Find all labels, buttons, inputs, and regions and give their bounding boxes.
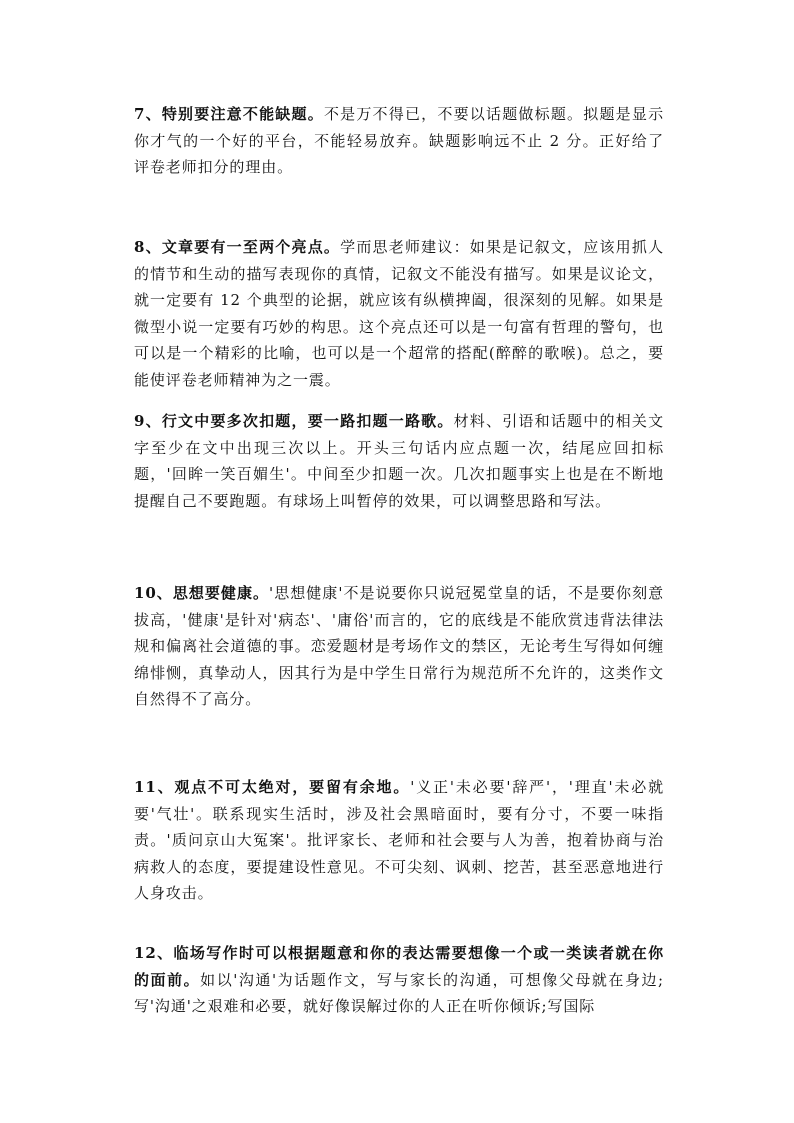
paragraph-7-heading: 7、特别要注意不能缺题。: [134, 105, 324, 123]
paragraph-11: [134, 774, 664, 907]
paragraph-12-body: 如以'沟通'为话题作文，写与家长的沟通，可想像父母就在身边;写'沟通'之艰难和必要，就好像误解过你的人正在听你倾诉;写国际: [134, 970, 664, 1016]
paragraph-8-heading: 8、文章要有一至两个亮点。: [134, 238, 341, 256]
paragraph-8-body: 学而思老师建议：如果是记叙文，应该用抓人的情节和生动的描写表现你的真情，记叙文不能没有描写。如果是议论文，就一定要有 12 个典型的论据，就应该有纵横捭阖，很深刻的见解。如果是微型小说一定要有巧妙的构思。这个亮点还可以是一句富有哲理的警句，也可以是一个精彩的比喻，也可以是一个超常的搭配(醉醉的歌喉)。总之，要能使评卷老师精神为之一震。: [134, 238, 664, 389]
paragraph-10-body: '思想健康'不是说要你只说冠冕堂皇的话，不是要你刻意拔高，'健康'是针对'病态'、'庸俗'而言的，它的底线是不能欣赏违背法律法规和偏离社会道德的事。恋爱题材是考场作文的禁区，无论考生写得如何缠绵悱恻，真挚动人，因其行为是中学生日常行为规范所不允许的，这类作文自然得不了高分。: [134, 584, 664, 709]
paragraph-12: [134, 940, 664, 1020]
paragraph-8: [134, 234, 664, 394]
paragraph-7: [134, 101, 664, 181]
paragraph-7-body: 不是万不得已，不要以话题做标题。拟题是显示你才气的一个好的平台，不能轻易放弃。缺题影响远不止 2 分。正好给了评卷老师扣分的理由。: [134, 105, 664, 177]
paragraph-10-heading: 10、思想要健康。: [134, 584, 270, 602]
paragraph-9-body: 材料、引语和话题中的相关文字至少在文中出现三次以上。开头三句话内应点题一次，结尾应回扣标题，'回眸一笑百媚生'。中间至少扣题一次。几次扣题事实上也是在不断地提醒自己不要跑题。有球场上叫暂停的效果，可以调整思路和写法。: [134, 412, 664, 510]
paragraph-12-heading: 12、临场写作时可以根据题意和你的表达需要想像一个或一类读者就在你的面前。: [134, 944, 664, 989]
paragraph-9-heading: 9、行文中要多次扣题，要一路扣题一路歌。: [134, 412, 454, 430]
paragraph-9: [134, 408, 664, 514]
paragraph-11-heading: 11、观点不可太绝对，要留有余地。: [134, 778, 411, 796]
paragraph-10: [134, 580, 664, 713]
paragraph-11-body: '义正'未必要'辞严'，'理直'未必就要'气壮'。联系现实生活时，涉及社会黑暗面时，要有分寸，不要一味指责。'质问京山大冤案'。批评家长、老师和社会要与人为善，抱着协商与治病救人的态度，要提建设性意见。不可尖刻、讽刺、挖苦，甚至恶意地进行人身攻击。: [134, 778, 665, 903]
